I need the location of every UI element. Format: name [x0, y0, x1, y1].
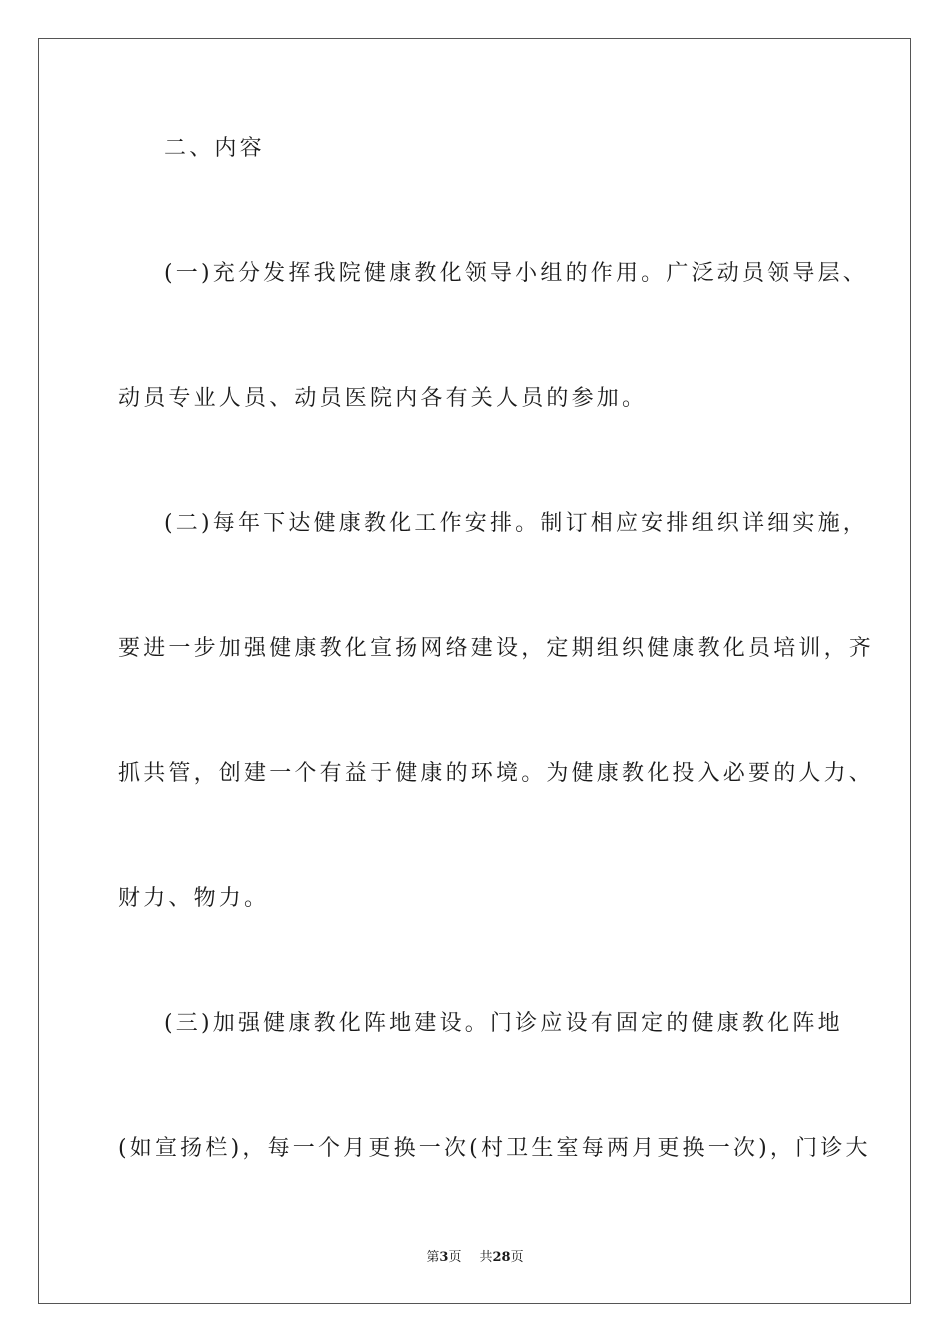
section-heading: 二、内容 — [164, 136, 265, 161]
page-border — [38, 38, 911, 1304]
page-footer — [0, 1246, 950, 1265]
paragraph-line: (一)充分发挥我院健康教化领导小组的作用。广泛动员领导层、 — [164, 261, 868, 286]
total-suffix: 页 — [510, 1250, 524, 1265]
paragraph-line: (二)每年下达健康教化工作安排。制订相应安排组织详细实施， — [164, 511, 868, 536]
page-suffix: 页 — [448, 1250, 462, 1265]
page-prefix: 第 — [426, 1250, 440, 1265]
paragraph-line: (如宣扬栏)，每一个月更换一次(村卫生室每两月更换一次)，门诊大 — [118, 1136, 871, 1161]
paragraph-line: (三)加强健康教化阵地建设。门诊应设有固定的健康教化阵地 — [164, 1011, 843, 1036]
paragraph-line: 动员专业人员、动员医院内各有关人员的参加。 — [118, 386, 648, 411]
paragraph-line: 要进一步加强健康教化宣扬网络建设，定期组织健康教化员培训，齐 — [118, 636, 875, 661]
total-prefix: 共 — [479, 1250, 493, 1265]
paragraph-line: 财力、物力。 — [118, 886, 270, 911]
total-pages: 28 — [492, 1250, 511, 1265]
paragraph-line: 抓共管，创建一个有益于健康的环境。为健康教化投入必要的人力、 — [118, 761, 875, 786]
page-number: 3 — [439, 1250, 449, 1265]
